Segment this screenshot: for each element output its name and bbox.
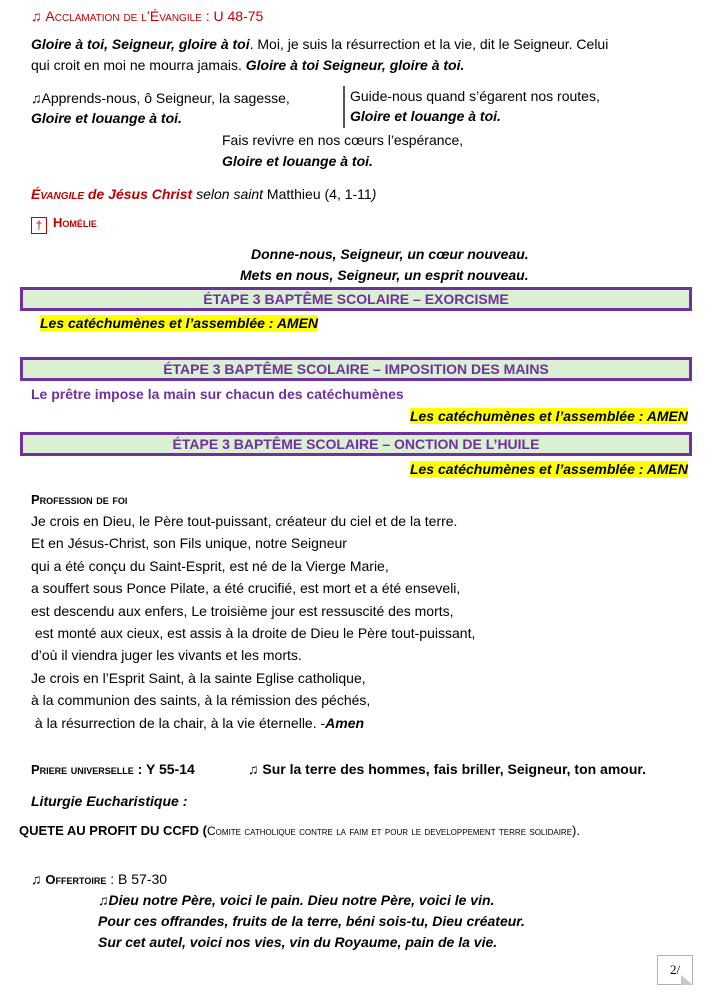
acclamation-text: qui croit en moi ne mourra jamais. (31, 57, 246, 73)
gospel-selon: selon saint (192, 186, 264, 202)
offertory-title: Offertoire (45, 872, 107, 887)
gospel-label: Évangile (31, 186, 85, 202)
creed-line: d’où il viendra juger les vivants et les morts. (31, 647, 302, 664)
collection-main: QUETE AU PROFIT DU CCFD ( (19, 823, 208, 838)
page-number (657, 955, 693, 985)
prayer-title: Priere universelle (31, 762, 134, 777)
banner-onction: ÉTAPE 3 BAPTÊME SCOLAIRE – ONCTION DE L’HUILE (20, 432, 692, 456)
collection-detail: Comite catholique contre la faim et pour le developpement terre solidaire (207, 824, 573, 838)
psalm-line-1: Donne-nous, Seigneur, un cœur nouveau. (251, 246, 529, 262)
music-note-icon: ♫ (248, 761, 259, 777)
music-note-icon: ♫ (98, 892, 109, 908)
creed-line: a souffert sous Ponce Pilate, a été crucifié, est mort et a été enseveli, (31, 580, 461, 597)
antiphon-verse-2: Guide-nous quand s’égarent nos routes, (350, 88, 600, 104)
collection-line (19, 823, 580, 838)
acclamation-line-2 (31, 57, 464, 73)
verse-text: Apprends-nous, ô Seigneur, la sagesse, (41, 90, 290, 106)
creed-line-last (31, 712, 475, 734)
page-number-text: 2/ (669, 962, 681, 977)
creed-line: Je crois en l’Esprit Saint, à la sainte Eglise catholique, (31, 669, 366, 686)
creed-line: Je crois en Dieu, le Père tout-puissant, créateur du ciel et de la terre. (31, 513, 458, 529)
prayer-refrain: Sur la terre des hommes, fais briller, Seigneur, ton amour. (258, 761, 646, 777)
collection-close: ). (572, 823, 580, 838)
gospel-christ: de Jésus Christ (84, 186, 193, 202)
liturgy-title: Liturgie Eucharistique : (31, 793, 188, 809)
creed-line: qui a été conçu du Saint-Esprit, est né de la Vierge Marie, (31, 557, 389, 574)
homily-heading (31, 214, 97, 234)
amen-response: Les catéchumènes et l’assemblée : AMEN (40, 315, 319, 331)
acclamation-heading (31, 8, 263, 24)
creed-line: est monté aux cieux, est assis à la droite de Dieu le Père tout-puissant, (31, 624, 476, 641)
offertory-line-3: Sur cet autel, voici nos vies, vin du Royaume, pain de la vie. (98, 934, 498, 950)
offertory-line-1 (98, 892, 494, 908)
imposition-instruction: Le prêtre impose la main sur chacun des catéchumènes (31, 386, 404, 402)
banner-imposition: ÉTAPE 3 BAPTÊME SCOLAIRE – IMPOSITION DES MAINS (20, 357, 692, 381)
amen-response: Les catéchumènes et l’assemblée : AMEN (409, 461, 688, 477)
gospel-heading (31, 186, 376, 202)
prayer-refrain-line (248, 761, 646, 777)
creed-amen: Amen (325, 714, 365, 731)
creed-text (31, 510, 475, 734)
music-note-icon: ♫ (31, 871, 42, 887)
acclamation-ref: : U 48-75 (201, 8, 264, 24)
antiphon-refrain-3: Gloire et louange à toi. (222, 153, 373, 169)
creed-line: à la communion des saints, à la rémission des péchés, (31, 692, 371, 709)
acclamation-refrain: Gloire à toi Seigneur, gloire à toi. (245, 57, 465, 73)
prayer-ref: : Y 55-14 (133, 761, 195, 777)
antiphon-refrain-2: Gloire et louange à toi. (350, 108, 501, 124)
antiphon-verse-3: Fais revivre en nos cœurs l’espérance, (222, 132, 464, 148)
music-note-icon: ♫ (31, 8, 42, 24)
gospel-ref: Matthieu (4, 1-11 (263, 186, 372, 202)
amen-response: Les catéchumènes et l’assemblée : AMEN (409, 408, 688, 424)
creed-line: Et en Jésus-Christ, son Fils unique, notre Seigneur (31, 535, 347, 552)
creed-line: à la résurrection de la chair, à la vie éternelle. - (31, 714, 326, 731)
banner-exorcism: ÉTAPE 3 BAPTÊME SCOLAIRE – EXORCISME (20, 287, 692, 311)
offertory-line-2: Pour ces offrandes, fruits de la terre, béni sois-tu, Dieu créateur. (98, 913, 525, 929)
gospel-close: ) (371, 186, 377, 202)
antiphon-refrain-1: Gloire et louange à toi. (31, 110, 182, 126)
column-divider (343, 86, 345, 128)
offertory-text: Dieu notre Père, voici le pain. Dieu notre Père, voici le vin. (108, 892, 495, 908)
prayer-heading (31, 761, 195, 777)
cross-icon: † (31, 217, 47, 234)
acclamation-title: Acclamation de l’Évangile (45, 8, 202, 24)
acclamation-refrain: Gloire à toi, Seigneur, gloire à toi (31, 36, 250, 52)
acclamation-text: . Moi, je suis la résurrection et la vie, dit le Seigneur. Celui (249, 36, 609, 52)
offertory-heading (31, 871, 167, 887)
page-curl-icon (681, 975, 693, 985)
offertory-ref: : B 57-30 (106, 871, 168, 887)
acclamation-line-1 (31, 36, 608, 52)
antiphon-verse-1 (31, 90, 290, 106)
creed-title: Profession de foi (31, 492, 128, 507)
creed-line: est descendu aux enfers, Le troisième jour est ressuscité des morts, (31, 602, 454, 619)
music-note-icon: ♫ (31, 90, 42, 106)
psalm-line-2: Mets en nous, Seigneur, un esprit nouveau. (240, 267, 529, 283)
homily-title: Homélie (53, 215, 97, 230)
